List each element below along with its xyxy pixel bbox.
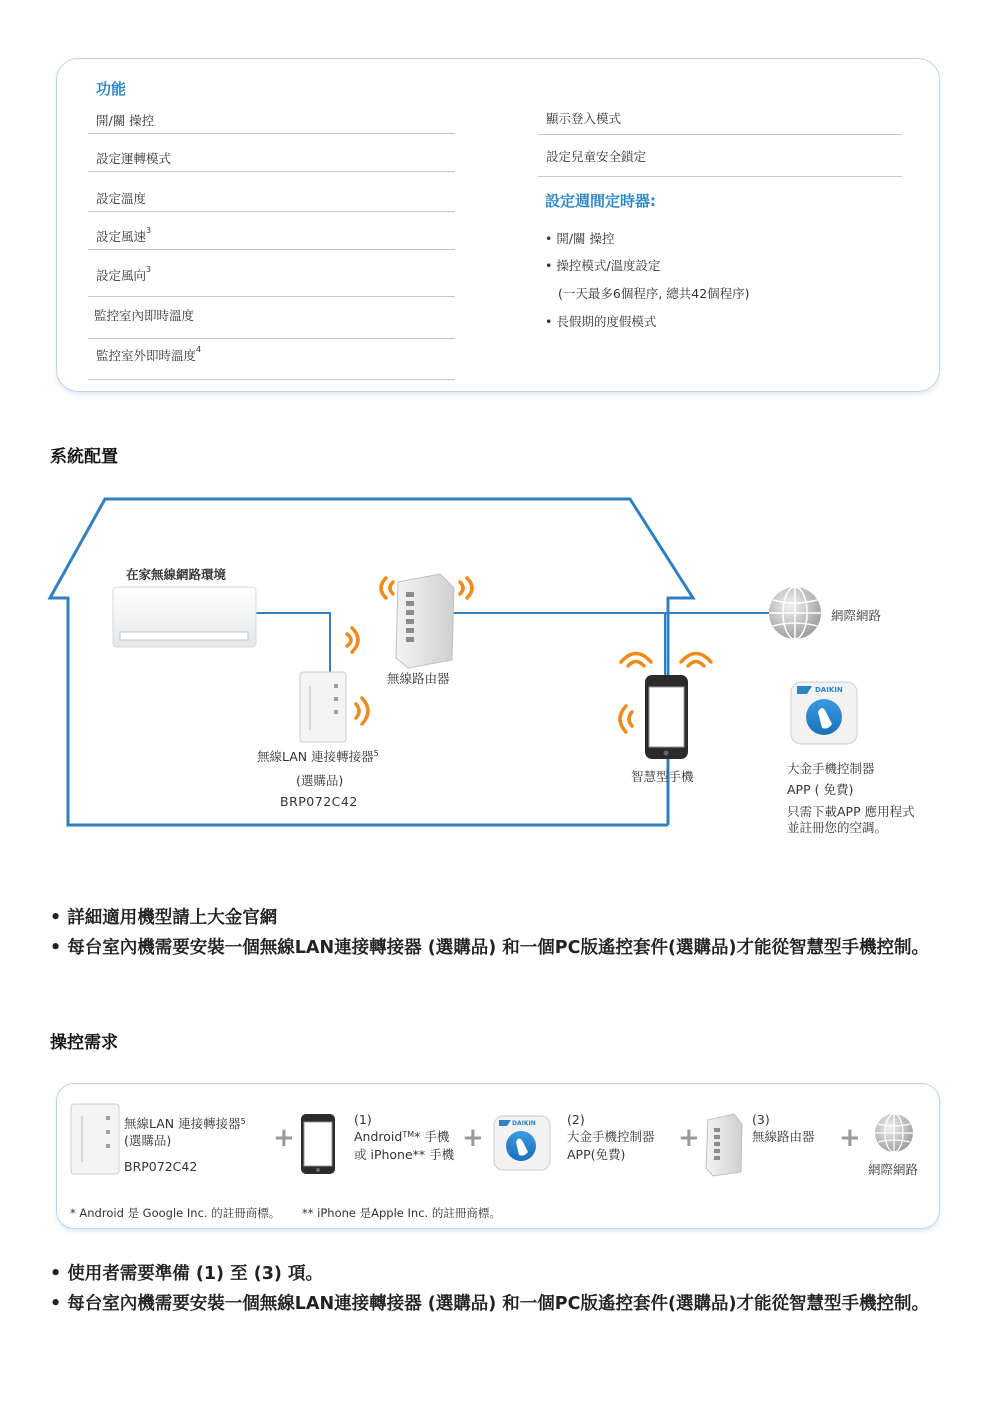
trademark-note: * Android 是 Google Inc. 的註冊商標。 [70, 1206, 281, 1220]
phone-label: 或 iPhone** 手機 [354, 1147, 455, 1162]
timer-item: • 操控模式/溫度設定 [545, 258, 661, 273]
app-free-label: APP(免費) [567, 1147, 626, 1162]
daikin-app-icon [791, 682, 857, 744]
note-bullet: • 每台室內機需要安裝一個無線LAN連接轉接器 (選購品) 和一個PC版遙控套件(選購品)才能從智慧型手機控制。 [50, 938, 929, 958]
app-label: 大金手機控制器 [567, 1129, 655, 1144]
function-item: 設定風向$^3$ [88, 263, 455, 297]
adapter-optional-label: (選購品) [296, 773, 344, 788]
app-free-label: APP ( 免費) [787, 782, 854, 797]
trademark-note: ** iPhone 是Apple Inc. 的註冊商標。 [302, 1206, 501, 1220]
function-item: 監控室外即時溫度$^4$ [88, 343, 455, 380]
note-bullet: • 使用者需要準備 (1) 至 (3) 項。 [50, 1264, 323, 1284]
item-number: (3) [752, 1112, 770, 1127]
connection-line [255, 613, 330, 672]
router-label: 無線路由器 [387, 671, 450, 686]
svg-text:DAIKIN: DAIKIN [815, 686, 843, 694]
globe-icon [769, 587, 821, 639]
function-item: 設定兒童安全鎖定 [538, 144, 902, 177]
wlan-adapter-illustration [300, 672, 346, 742]
note-bullet: • 詳細適用機型請上大金官網 [50, 908, 278, 928]
smartphone-icon [301, 1114, 335, 1174]
house-outline [50, 499, 693, 825]
requirements-heading: 操控需求 [50, 1033, 118, 1053]
router-label: 無線路由器 [752, 1129, 815, 1144]
globe-icon [875, 1114, 913, 1152]
adapter-model-label: BRP072C42 [124, 1159, 198, 1174]
item-number: (1) [354, 1112, 372, 1127]
adapter-label: 無線LAN 連接轉接器$^5$ [124, 1116, 246, 1131]
wifi-signal-icon [356, 698, 368, 724]
app-note: 只需下載APP 應用程式 [787, 804, 915, 819]
timer-item: • 長假期的度假模式 [545, 314, 657, 329]
adapter-optional-label: (選購品) [124, 1133, 172, 1148]
plus-icon: + [462, 1123, 484, 1153]
function-item: 設定風速$^3$ [88, 224, 455, 250]
plus-icon: + [839, 1123, 861, 1153]
note-bullet: • 每台室內機需要安裝一個無線LAN連接轉接器 (選購品) 和一個PC版遙控套件(選購品)才能從智慧型手機控制。 [50, 1294, 929, 1314]
internet-label: 網際網路 [831, 608, 882, 623]
router-icon [706, 1114, 742, 1176]
app-note: 並註冊您的空調。 [787, 820, 888, 835]
item-number: (2) [567, 1112, 585, 1127]
phone-label: Android™* 手機 [354, 1129, 450, 1144]
app-label: 大金手機控制器 [787, 761, 875, 776]
timer-item: • 開/關 操控 [545, 231, 615, 246]
plus-icon: + [273, 1123, 295, 1153]
svg-text:DAIKIN: DAIKIN [512, 1120, 536, 1127]
functions-title: 功能 [96, 80, 127, 98]
timer-item: (一天最多6個程序, 總共42個程序) [558, 286, 750, 301]
air-conditioner-illustration [113, 587, 256, 647]
home-network-label: 在家無線網路環境 [126, 567, 227, 582]
weekly-timer-title: 設定週間定時器: [545, 192, 656, 210]
smartphone-label: 智慧型手機 [631, 769, 694, 784]
function-item: 設定運轉模式 [88, 146, 455, 172]
adapter-label: 無線LAN 連接轉接器$^5$ [257, 749, 379, 764]
adapter-model-label: BRP072C42 [280, 794, 358, 809]
internet-label: 網際網路 [868, 1162, 919, 1177]
function-item: 開/關 操控 [88, 108, 455, 134]
function-item: 監控室內即時溫度 [88, 303, 455, 339]
router-illustration [396, 574, 454, 668]
smartphone-illustration [645, 675, 688, 759]
function-item: 顯示登入模式 [538, 106, 902, 135]
plus-icon: + [678, 1123, 700, 1153]
daikin-app-icon [494, 1116, 550, 1170]
function-item: 設定溫度 [88, 186, 455, 212]
system-config-heading: 系統配置 [50, 447, 118, 467]
wlan-adapter-icon [71, 1104, 119, 1174]
